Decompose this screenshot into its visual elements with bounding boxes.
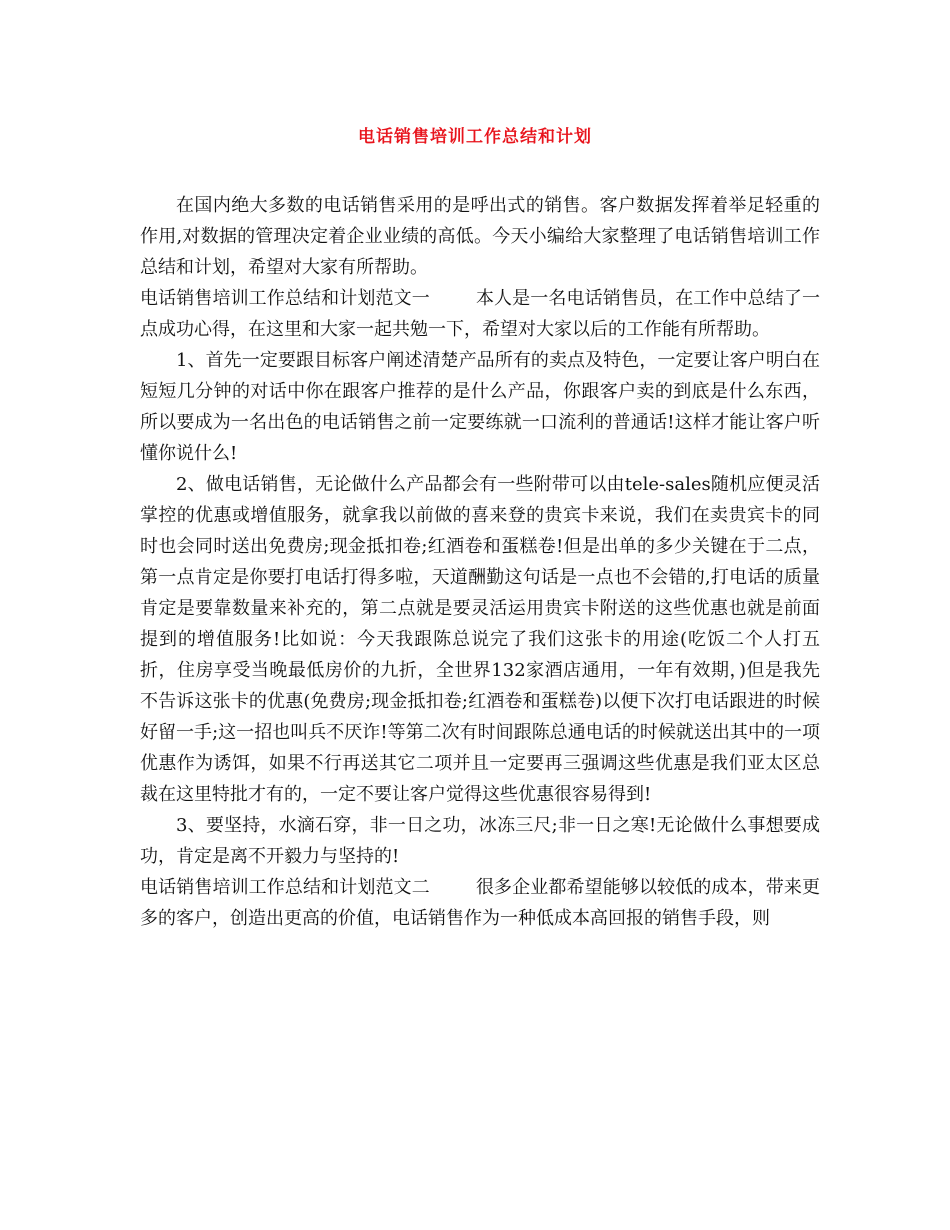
section-two-heading: 电话销售培训工作总结和计划范文二: [140, 877, 430, 898]
point-two-paragraph: 2、做电话销售，无论做什么产品都会有一些附带可以由tele-sales随机应便灵活掌控的优惠或增值服务，就拿我以前做的喜来登的贵宾卡来说，我们在卖贵宾卡的同时也会同时送出免费房;现金抵扣卷;红酒卷和蛋糕卷!但是出单的多少关键在于二点，第一点肯定是你要打电话打得多啦，天道酬勤这句话是一点也不会错的,打电话的质量肯定是要靠数量来补充的，第二点就是要灵活运用贵宾卡附送的这些优惠也就是前面提到的增值服务!比如说：今天我跟陈总说完了我们这张卡的用途(吃饭二个人打五折，住房享受当晚最低房价的九折，全世界132家酒店通用，一年有效期，)但是我先不告诉这张卡的优惠(免费房;现金抵扣卷;红酒卷和蛋糕卷)以便下次打电话跟进的时候好留一手;这一招也叫兵不厌诈!等第二次有时间跟陈总通电话的时候就送出其中的一项优惠作为诱饵，如果不行再送其它二项并且一定要再三强调这些优惠是我们亚太区总裁在这里特批才有的，一定不要让客户觉得这些优惠很容易得到!: [140, 474, 820, 805]
section-two-text: 很多企业都希望能够以较低的成本，带来更多的客户，创造出更高的价值，电话销售作为一种低成本高回报的销售手段，则: [140, 877, 820, 929]
document-title: 电话销售培训工作总结和计划: [358, 127, 592, 147]
point-one-paragraph: 1、首先一定要跟目标客户阐述清楚产品所有的卖点及特色，一定要让客户明白在短短几分钟的对话中你在跟客户推荐的是什么产品，你跟客户卖的到底是什么东西，所以要成为一名出色的电话销售之前一定要练就一口流利的普通话!这样才能让客户听懂你说什么!: [140, 350, 820, 464]
section-one-paragraph: [140, 283, 820, 345]
point-three-paragraph: 3、要坚持，水滴石穿，非一日之功，冰冻三尺;非一日之寒!无论做什么事想要成功，肯定是离不开毅力与坚持的!: [140, 815, 820, 867]
section-one-heading: 电话销售培训工作总结和计划范文一: [140, 288, 430, 309]
document-body: [140, 190, 820, 934]
section-two-paragraph: [140, 872, 820, 934]
intro-paragraph: 在国内绝大多数的电话销售采用的是呼出式的销售。客户数据发挥着举足轻重的作用,对数据的管理决定着企业业绩的高低。今天小编给大家整理了电话销售培训工作总结和计划，希望对大家有所帮助。: [140, 195, 820, 278]
section-one-text: 本人是一名电话销售员，在工作中总结了一点成功心得，在这里和大家一起共勉一下，希望对大家以后的工作能有所帮助。: [140, 288, 820, 340]
